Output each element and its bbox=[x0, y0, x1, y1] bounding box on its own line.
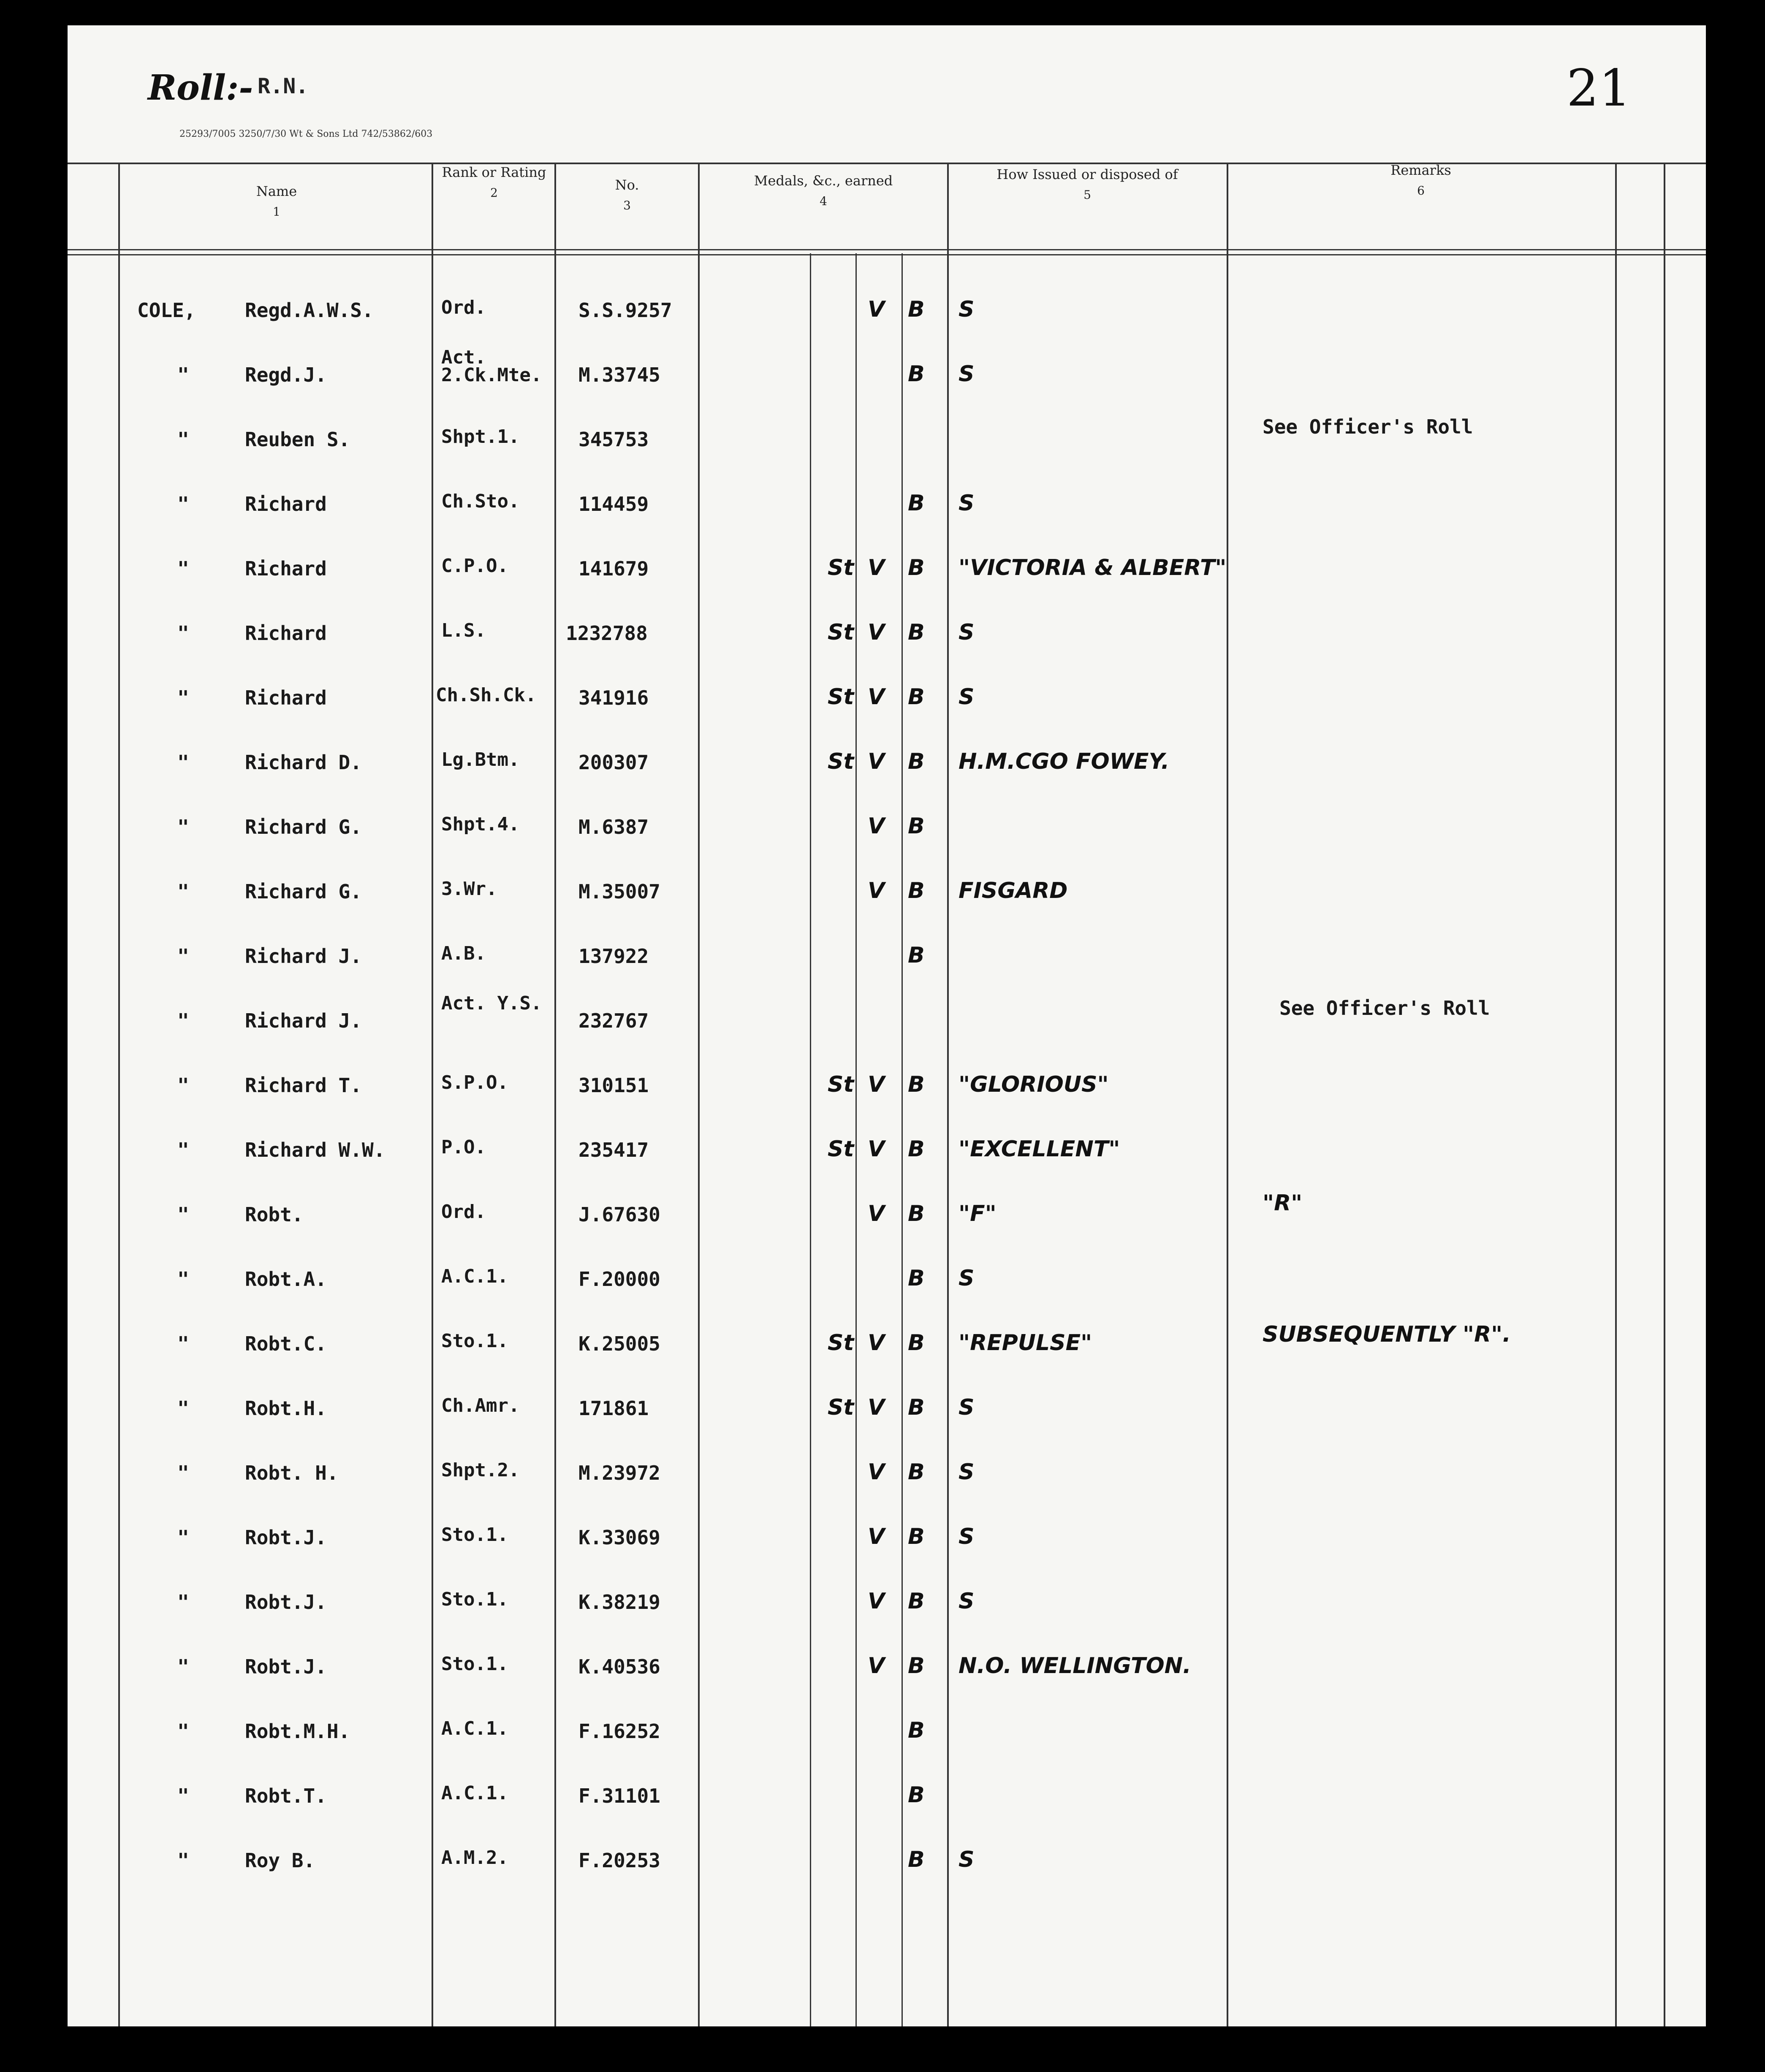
forename-cell: Richard bbox=[245, 493, 327, 515]
issued-cell: S bbox=[959, 684, 975, 710]
column-header-number: No. 3 bbox=[615, 177, 639, 212]
rank-cell: Ord. bbox=[441, 297, 486, 318]
remarks-cell: See Officer's Roll bbox=[1279, 997, 1490, 1020]
issued-cell: "VICTORIA & ALBERT" bbox=[959, 555, 1227, 580]
medal-b: B bbox=[908, 1653, 925, 1679]
service-number-cell: 171861 bbox=[578, 1397, 649, 1420]
service-number-cell: M.33745 bbox=[578, 363, 660, 386]
rank-cell: 3.Wr. bbox=[441, 878, 497, 900]
column-rule bbox=[432, 163, 433, 2026]
forename-cell: Robt.J. bbox=[245, 1655, 327, 1678]
service-number-cell: 137922 bbox=[578, 945, 649, 968]
ditto-mark: " bbox=[177, 686, 189, 709]
medal-b: B bbox=[908, 297, 925, 322]
medal-v: V bbox=[868, 1524, 885, 1549]
column-header-remarks: Remarks 6 bbox=[1390, 162, 1451, 198]
ditto-mark: " bbox=[177, 1785, 189, 1807]
service-number-cell: F.16252 bbox=[578, 1720, 660, 1743]
roll-page bbox=[68, 25, 1706, 2026]
issued-cell: H.M.CGO FOWEY. bbox=[959, 749, 1170, 774]
forename-cell: Richard T. bbox=[245, 1074, 362, 1097]
medal-b: B bbox=[908, 749, 925, 774]
column-rule bbox=[947, 163, 949, 2026]
issued-cell: FISGARD bbox=[959, 878, 1068, 903]
medal-st: St bbox=[828, 1136, 854, 1162]
service-number-cell: 310151 bbox=[578, 1074, 649, 1097]
medal-b: B bbox=[908, 1459, 925, 1485]
forename-cell: Richard bbox=[245, 686, 327, 709]
medal-v: V bbox=[868, 1459, 885, 1485]
medal-b: B bbox=[908, 878, 925, 903]
ditto-mark: " bbox=[177, 1591, 189, 1614]
remarks-cell: See Officer's Roll bbox=[1263, 415, 1473, 438]
page-number: 21 bbox=[1567, 59, 1631, 118]
service-number-cell: F.20253 bbox=[578, 1849, 660, 1872]
medal-v: V bbox=[868, 1653, 885, 1679]
issued-cell: S bbox=[959, 1589, 975, 1614]
forename-cell: Richard bbox=[245, 622, 327, 645]
service-number-cell: M.6387 bbox=[578, 816, 649, 838]
medal-b: B bbox=[908, 1136, 925, 1162]
medal-b: B bbox=[908, 1782, 925, 1808]
column-rule bbox=[118, 163, 120, 2026]
forename-cell: Richard D. bbox=[245, 751, 362, 774]
ditto-mark: " bbox=[177, 363, 189, 386]
forename-cell: Robt.C. bbox=[245, 1332, 327, 1355]
rank-cell: A.C.1. bbox=[441, 1782, 508, 1804]
service-number-cell: 200307 bbox=[578, 751, 649, 774]
medal-v: V bbox=[868, 555, 885, 580]
service-number-cell: J.67630 bbox=[578, 1203, 660, 1226]
service-number-cell: 232767 bbox=[578, 1009, 649, 1032]
ditto-mark: " bbox=[177, 1462, 189, 1484]
medal-b: B bbox=[908, 361, 925, 387]
service-number-cell: M.35007 bbox=[578, 880, 660, 903]
medal-b: B bbox=[908, 1524, 925, 1549]
rank-cell: Ch.Sto. bbox=[441, 491, 520, 512]
printer-line: 25293/7005 3250/7/30 Wt & Sons Ltd 742/53862/603 bbox=[179, 129, 433, 139]
ditto-mark: " bbox=[177, 1849, 189, 1872]
medal-subrule bbox=[810, 253, 811, 2026]
issued-cell: "EXCELLENT" bbox=[959, 1136, 1120, 1162]
forename-cell: Richard W.W. bbox=[245, 1139, 386, 1161]
medal-st: St bbox=[828, 1072, 854, 1097]
forename-cell: Robt. H. bbox=[245, 1462, 339, 1484]
medal-st: St bbox=[828, 1330, 854, 1356]
column-header-rank: Rank or Rating 2 bbox=[442, 164, 546, 200]
ditto-mark: " bbox=[177, 945, 189, 968]
rank-cell: Ch.Sh.Ck. bbox=[436, 684, 537, 706]
rank-cell: P.O. bbox=[441, 1136, 486, 1158]
roll-value: R.N. bbox=[258, 74, 309, 98]
column-rule bbox=[1615, 163, 1617, 2026]
rank-cell: A.B. bbox=[441, 943, 486, 964]
issued-cell: S bbox=[959, 297, 975, 322]
service-number-cell: K.25005 bbox=[578, 1332, 660, 1355]
forename-cell: Robt.M.H. bbox=[245, 1720, 350, 1743]
medal-v: V bbox=[868, 814, 885, 839]
issued-cell: S bbox=[959, 1395, 975, 1420]
rank-cell: Act. Y.S. bbox=[441, 993, 542, 1014]
rank-cell: Sto.1. bbox=[441, 1653, 508, 1675]
ditto-mark: " bbox=[177, 1203, 189, 1226]
rank-cell: Sto.1. bbox=[441, 1330, 508, 1352]
column-rule bbox=[1664, 163, 1665, 2026]
service-number-cell: S.S.9257 bbox=[578, 299, 672, 322]
medal-b: B bbox=[908, 1266, 925, 1291]
rank-cell: Act. 2.Ck.Mte. bbox=[441, 347, 542, 386]
remarks-cell: "R" bbox=[1263, 1191, 1303, 1216]
forename-cell: Richard J. bbox=[245, 1009, 362, 1032]
issued-cell: S bbox=[959, 1847, 975, 1872]
forename-cell: Robt.A. bbox=[245, 1268, 327, 1291]
ditto-mark: " bbox=[177, 1526, 189, 1549]
rank-cell: Shpt.4. bbox=[441, 814, 520, 835]
rank-cell: Sto.1. bbox=[441, 1589, 508, 1610]
issued-cell: S bbox=[959, 491, 975, 516]
service-number-cell: K.38219 bbox=[578, 1591, 660, 1614]
medal-b: B bbox=[908, 1072, 925, 1097]
medal-b: B bbox=[908, 814, 925, 839]
rank-cell: A.C.1. bbox=[441, 1718, 508, 1739]
medal-v: V bbox=[868, 620, 885, 645]
rank-cell: Ch.Amr. bbox=[441, 1395, 520, 1416]
ditto-mark: " bbox=[177, 751, 189, 774]
medal-v: V bbox=[868, 1136, 885, 1162]
roll-title: Roll:- bbox=[148, 68, 253, 108]
column-header-issued: How Issued or disposed of 5 bbox=[997, 166, 1178, 202]
rank-cell: L.S. bbox=[441, 620, 486, 641]
medal-v: V bbox=[868, 749, 885, 774]
ditto-mark: " bbox=[177, 1009, 189, 1032]
rank-cell: Sto.1. bbox=[441, 1524, 508, 1546]
medal-b: B bbox=[908, 1718, 925, 1743]
medal-v: V bbox=[868, 1201, 885, 1226]
column-rule bbox=[1227, 163, 1228, 2026]
medal-subrule bbox=[855, 253, 857, 2026]
issued-cell: "REPULSE" bbox=[959, 1330, 1092, 1356]
surname: COLE, bbox=[137, 299, 196, 322]
issued-cell: S bbox=[959, 361, 975, 387]
medal-v: V bbox=[868, 1589, 885, 1614]
medal-st: St bbox=[828, 684, 854, 710]
forename-cell: Richard G. bbox=[245, 880, 362, 903]
forename-cell: Robt.T. bbox=[245, 1785, 327, 1807]
ditto-mark: " bbox=[177, 1720, 189, 1743]
service-number-cell: 1232788 bbox=[566, 622, 648, 645]
rank-cell: Ord. bbox=[441, 1201, 486, 1223]
issued-cell: S bbox=[959, 1266, 975, 1291]
forename-cell: Robt.J. bbox=[245, 1591, 327, 1614]
ditto-mark: " bbox=[177, 1332, 189, 1355]
service-number-cell: F.31101 bbox=[578, 1785, 660, 1807]
ditto-mark: " bbox=[177, 622, 189, 645]
medal-v: V bbox=[868, 684, 885, 710]
remarks-cell: SUBSEQUENTLY "R". bbox=[1263, 1322, 1511, 1347]
medal-st: St bbox=[828, 1395, 854, 1420]
medal-v: V bbox=[868, 1072, 885, 1097]
forename-cell: Robt.J. bbox=[245, 1526, 327, 1549]
medal-st: St bbox=[828, 749, 854, 774]
ditto-mark: " bbox=[177, 1074, 189, 1097]
ditto-mark: " bbox=[177, 1139, 189, 1161]
header-rule bbox=[68, 249, 1706, 250]
issued-cell: "F" bbox=[959, 1201, 997, 1226]
medal-st: St bbox=[828, 555, 854, 580]
medal-b: B bbox=[908, 1201, 925, 1226]
medal-b: B bbox=[908, 943, 925, 968]
service-number-cell: F.20000 bbox=[578, 1268, 660, 1291]
ditto-mark: " bbox=[177, 1397, 189, 1420]
column-rule bbox=[554, 163, 556, 2026]
rank-cell: Shpt.1. bbox=[441, 426, 520, 447]
service-number-cell: M.23972 bbox=[578, 1462, 660, 1484]
forename-cell: Roy B. bbox=[245, 1849, 315, 1872]
medal-b: B bbox=[908, 684, 925, 710]
medal-b: B bbox=[908, 491, 925, 516]
header-rule-double bbox=[68, 254, 1706, 255]
service-number-cell: K.33069 bbox=[578, 1526, 660, 1549]
medal-b: B bbox=[908, 620, 925, 645]
issued-cell: S bbox=[959, 620, 975, 645]
service-number-cell: K.40536 bbox=[578, 1655, 660, 1678]
service-number-cell: 345753 bbox=[578, 428, 649, 451]
medal-b: B bbox=[908, 555, 925, 580]
medal-v: V bbox=[868, 1395, 885, 1420]
rank-cell: S.P.O. bbox=[441, 1072, 508, 1093]
rank-cell: A.M.2. bbox=[441, 1847, 508, 1869]
ditto-mark: " bbox=[177, 1655, 189, 1678]
service-number-cell: 235417 bbox=[578, 1139, 649, 1161]
ditto-mark: " bbox=[177, 428, 189, 451]
medal-v: V bbox=[868, 878, 885, 903]
ditto-mark: " bbox=[177, 493, 189, 515]
issued-cell: N.O. WELLINGTON. bbox=[959, 1653, 1191, 1679]
column-header-medals: Medals, &c., earned 4 bbox=[754, 173, 893, 208]
medal-st: St bbox=[828, 620, 854, 645]
medal-subrule bbox=[902, 253, 903, 2026]
medal-b: B bbox=[908, 1589, 925, 1614]
rank-cell: C.P.O. bbox=[441, 555, 508, 577]
forename-cell: Robt.H. bbox=[245, 1397, 327, 1420]
issued-cell: S bbox=[959, 1459, 975, 1485]
forename-cell: Richard J. bbox=[245, 945, 362, 968]
ditto-mark: " bbox=[177, 880, 189, 903]
medal-v: V bbox=[868, 1330, 885, 1356]
rank-cell: A.C.1. bbox=[441, 1266, 508, 1287]
issued-cell: "GLORIOUS" bbox=[959, 1072, 1109, 1097]
forename-cell: Regd.J. bbox=[245, 363, 327, 386]
rank-cell: Lg.Btm. bbox=[441, 749, 520, 770]
forename-cell: Robt. bbox=[245, 1203, 304, 1226]
column-header-name: Name 1 bbox=[256, 183, 297, 219]
ditto-mark: " bbox=[177, 1268, 189, 1291]
medal-b: B bbox=[908, 1330, 925, 1356]
service-number-cell: 341916 bbox=[578, 686, 649, 709]
forename-cell: Richard bbox=[245, 557, 327, 580]
medal-b: B bbox=[908, 1395, 925, 1420]
ditto-mark: " bbox=[177, 557, 189, 580]
medal-v: V bbox=[868, 297, 885, 322]
medal-b: B bbox=[908, 1847, 925, 1872]
column-rule bbox=[698, 163, 700, 2026]
forename-cell: Regd.A.W.S. bbox=[245, 299, 374, 322]
rank-cell: Shpt.2. bbox=[441, 1459, 520, 1481]
service-number-cell: 114459 bbox=[578, 493, 649, 515]
forename-cell: Reuben S. bbox=[245, 428, 350, 451]
forename-cell: Richard G. bbox=[245, 816, 362, 838]
ditto-mark: " bbox=[177, 816, 189, 838]
issued-cell: S bbox=[959, 1524, 975, 1549]
service-number-cell: 141679 bbox=[578, 557, 649, 580]
